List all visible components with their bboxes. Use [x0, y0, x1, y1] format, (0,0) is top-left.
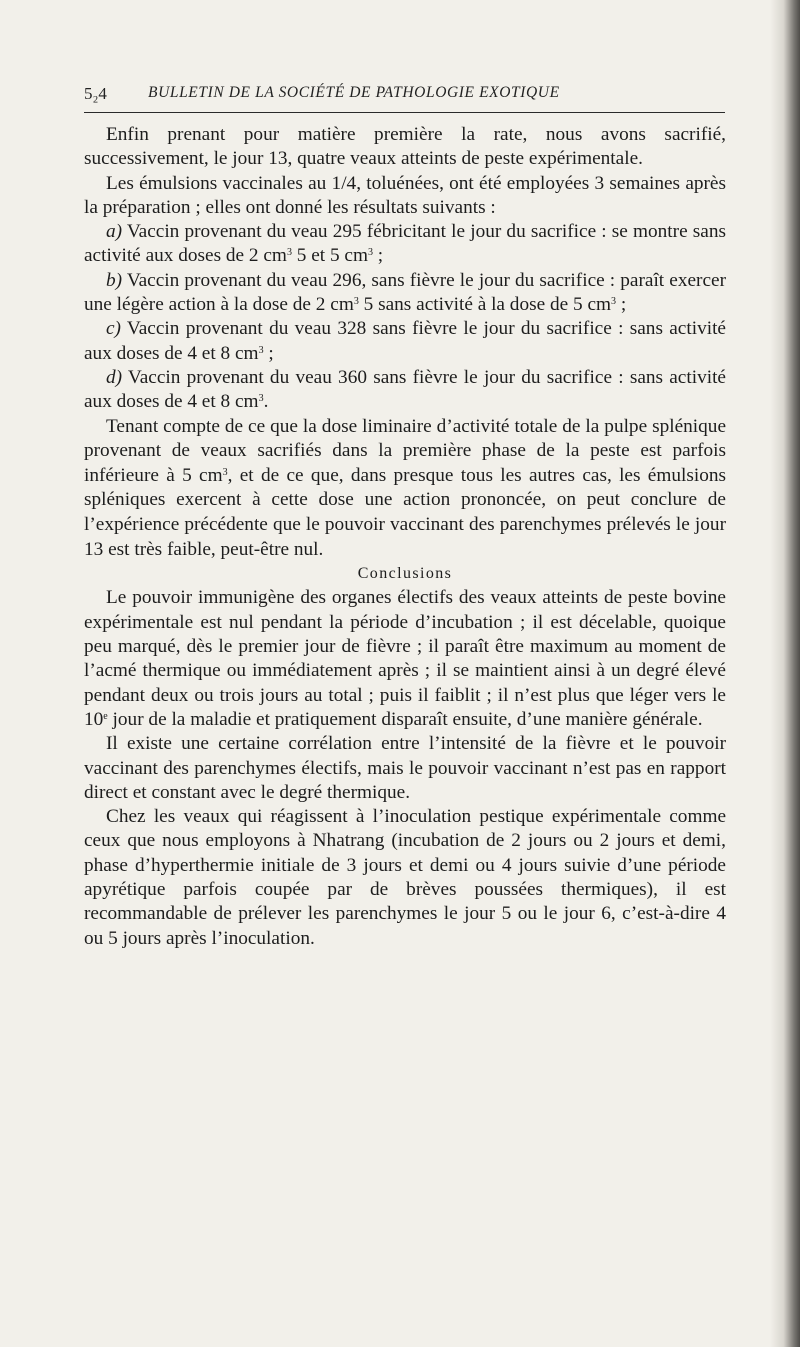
item-label-a: a) [106, 221, 123, 243]
item-label-c: c) [106, 318, 121, 340]
result-item-a: a) Vaccin provenant du veau 295 fébricitant le jour du sacrifice : se montre sans activité aux doses de 2 $cm^3$ 5 et 5 $cm^3$ ; [84, 221, 726, 267]
paragraph-spleen-material: Enfin prenant pour matière première la rate, nous avons sacrifié, successivement, le jour 13, quatre veaux atteints de peste expérimentale. [84, 124, 726, 170]
result-item-b: b) Vaccin provenant du veau 296, sans fièvre le jour du sacrifice : paraît exercer une légère action à la dose de 2 $cm^3$ 5 sans activité à la dose de 5 $cm^3$ ; [84, 269, 726, 316]
page-edge-shadow [770, 0, 800, 1347]
item-label-b: b) [106, 269, 123, 291]
page-header [84, 84, 724, 110]
conclusion-paragraph-2: Il existe une certaine corrélation entre l’intensité de la fièvre et le pouvoir vaccinant des parenchymes électifs, mais le pouvoir vaccinant n’est pas en rapport direct et constant avec le degré thermique. [84, 733, 726, 803]
result-item-c: c) Vaccin provenant du veau 328 sans fièvre le jour du sacrifice : sans activité aux doses de 4 et 8 $cm^3$ ; [84, 318, 726, 364]
item-label-d: d) [106, 366, 123, 388]
running-title: BULLETIN DE LA SOCIÉTÉ DE PATHOLOGIE EXOTIQUE [148, 84, 560, 101]
paragraph-tenant-compte: Tenant compte de ce que la dose liminaire d’activité totale de la pulpe splénique provenant de veaux sacrifiés dans la première phase de la peste est parfois inférieure à 5 $cm^3$, et de ce que, dans presque tous les autres cas, les émulsions spléniques exercent à cette dose une action prononcée, on peut conclure de l’expérience précédente que le pouvoir vaccinant des parenchymes prélevés le jour 13 est très faible, peut-être nul. [84, 415, 726, 560]
conclusion-paragraph-3: Chez les veaux qui réagissent à l’inoculation pestique expérimentale comme ceux que nous employons à Nhatrang (incubation de 2 jours ou 2 jours et demi, phase d’hyperthermie initiale de 3 jours et demi ou 4 jours suivie d’une période apyrétique parfois coupée par de brèves poussées thermiques), il est recommandable de prélever les parenchymes le jour 5 ou le jour 6, c’est-à-dire 4 ou 5 jours après l’inoculation. [84, 806, 726, 949]
conclusion-paragraph-1: Le pouvoir immunigène des organes électifs des veaux atteints de peste bovine expérimentale est nul pendant la période d’incubation ; il est décelable, quoique peu marqué, dès le premier jour de fièvre ; il paraît être maximum au moment de l’acmé thermique ou immédiatement après ; il se maintient ainsi à un degré élevé pendant deux ou trois jours au total ; puis il faiblit ; il n’est plus que léger vers le 10e jour de la maladie et pratiquement disparaît ensuite, d’une manière générale. [84, 587, 726, 730]
header-rule [84, 112, 725, 113]
result-item-d: d) Vaccin provenant du veau 360 sans fièvre le jour du sacrifice : sans activité aux doses de 4 et 8 $cm^3$. [84, 366, 726, 413]
page-number: 5₂4 [84, 84, 107, 103]
article-body [84, 123, 726, 951]
paragraph-emulsions: Les émulsions vaccinales au 1/4, toluénées, ont été employées 3 semaines après la préparation ; elles ont donné les résultats suivants : [84, 172, 726, 218]
section-heading-conclusions: Conclusions [357, 565, 453, 583]
